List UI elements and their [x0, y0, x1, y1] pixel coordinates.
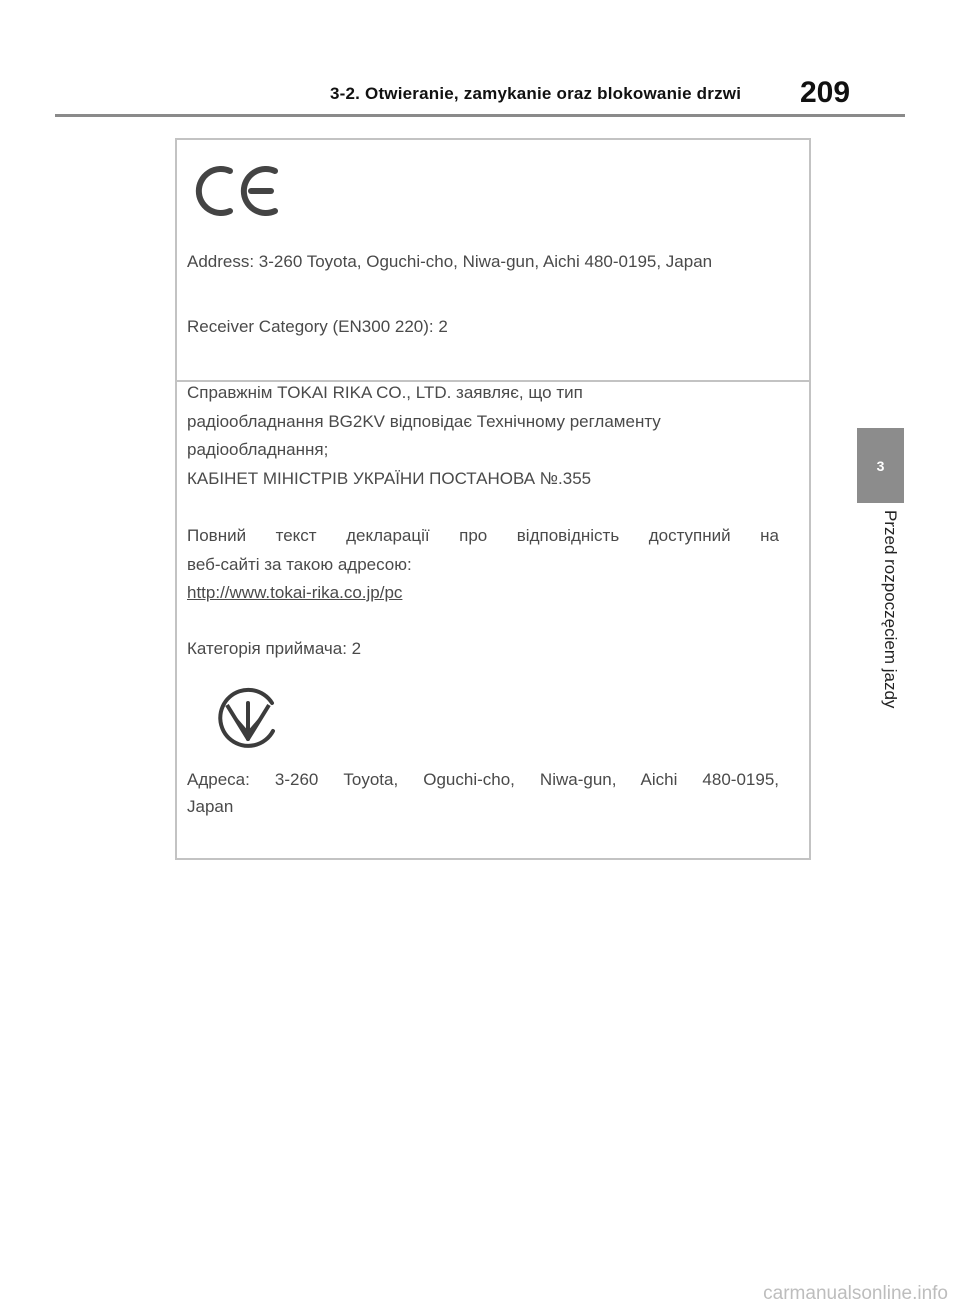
declaration-url-link[interactable]: http://www.tokai-rika.co.jp/pc — [187, 583, 403, 602]
receiver-category-en: Receiver Category (EN300 220): 2 — [187, 317, 448, 336]
section-title: 3-2. Otwieranie, zamykanie oraz blokowanie drzwi — [330, 84, 742, 103]
chapter-number: 3 — [876, 457, 885, 474]
fulltext-line-2: веб-сайті за такою адресою: — [187, 555, 412, 574]
receiver-category-ua: Категорія приймача: 2 — [187, 639, 362, 658]
label-divider — [177, 380, 809, 382]
ua-conformity-icon — [213, 683, 283, 753]
fulltext-line-1: Повний текст декларації про відповідність доступний на — [187, 526, 779, 545]
declaration-line-2: радіообладнання BG2KV відповідає Технічному регламенту — [187, 412, 661, 431]
address-ua-line-2: Japan — [187, 797, 234, 816]
address-ua-line-1: Адреса: 3-260 Toyota, Oguchi-cho, Niwa-gun, Aichi 480-0195, — [187, 770, 779, 789]
declaration-line-3: радіообладнання; — [187, 440, 329, 459]
declaration-line-4: КАБІНЕТ МІНІСТРІВ УКРАЇНИ ПОСТАНОВА №.355 — [187, 469, 592, 488]
declaration-line-1: Справжнім TOKAI RIKA CO., LTD. заявляє, що тип — [187, 383, 583, 402]
header-rule — [55, 114, 905, 117]
address-en: Address: 3-260 Toyota, Oguchi-cho, Niwa-gun, Aichi 480-0195, Japan — [187, 252, 713, 271]
page-number: 209 — [800, 76, 851, 109]
chapter-tab[interactable] — [857, 428, 904, 503]
chapter-title: Przed rozpoczęciem jazdy — [881, 510, 900, 709]
watermark: carmanualsonline.info — [763, 1283, 948, 1304]
ce-mark-icon — [193, 158, 285, 224]
